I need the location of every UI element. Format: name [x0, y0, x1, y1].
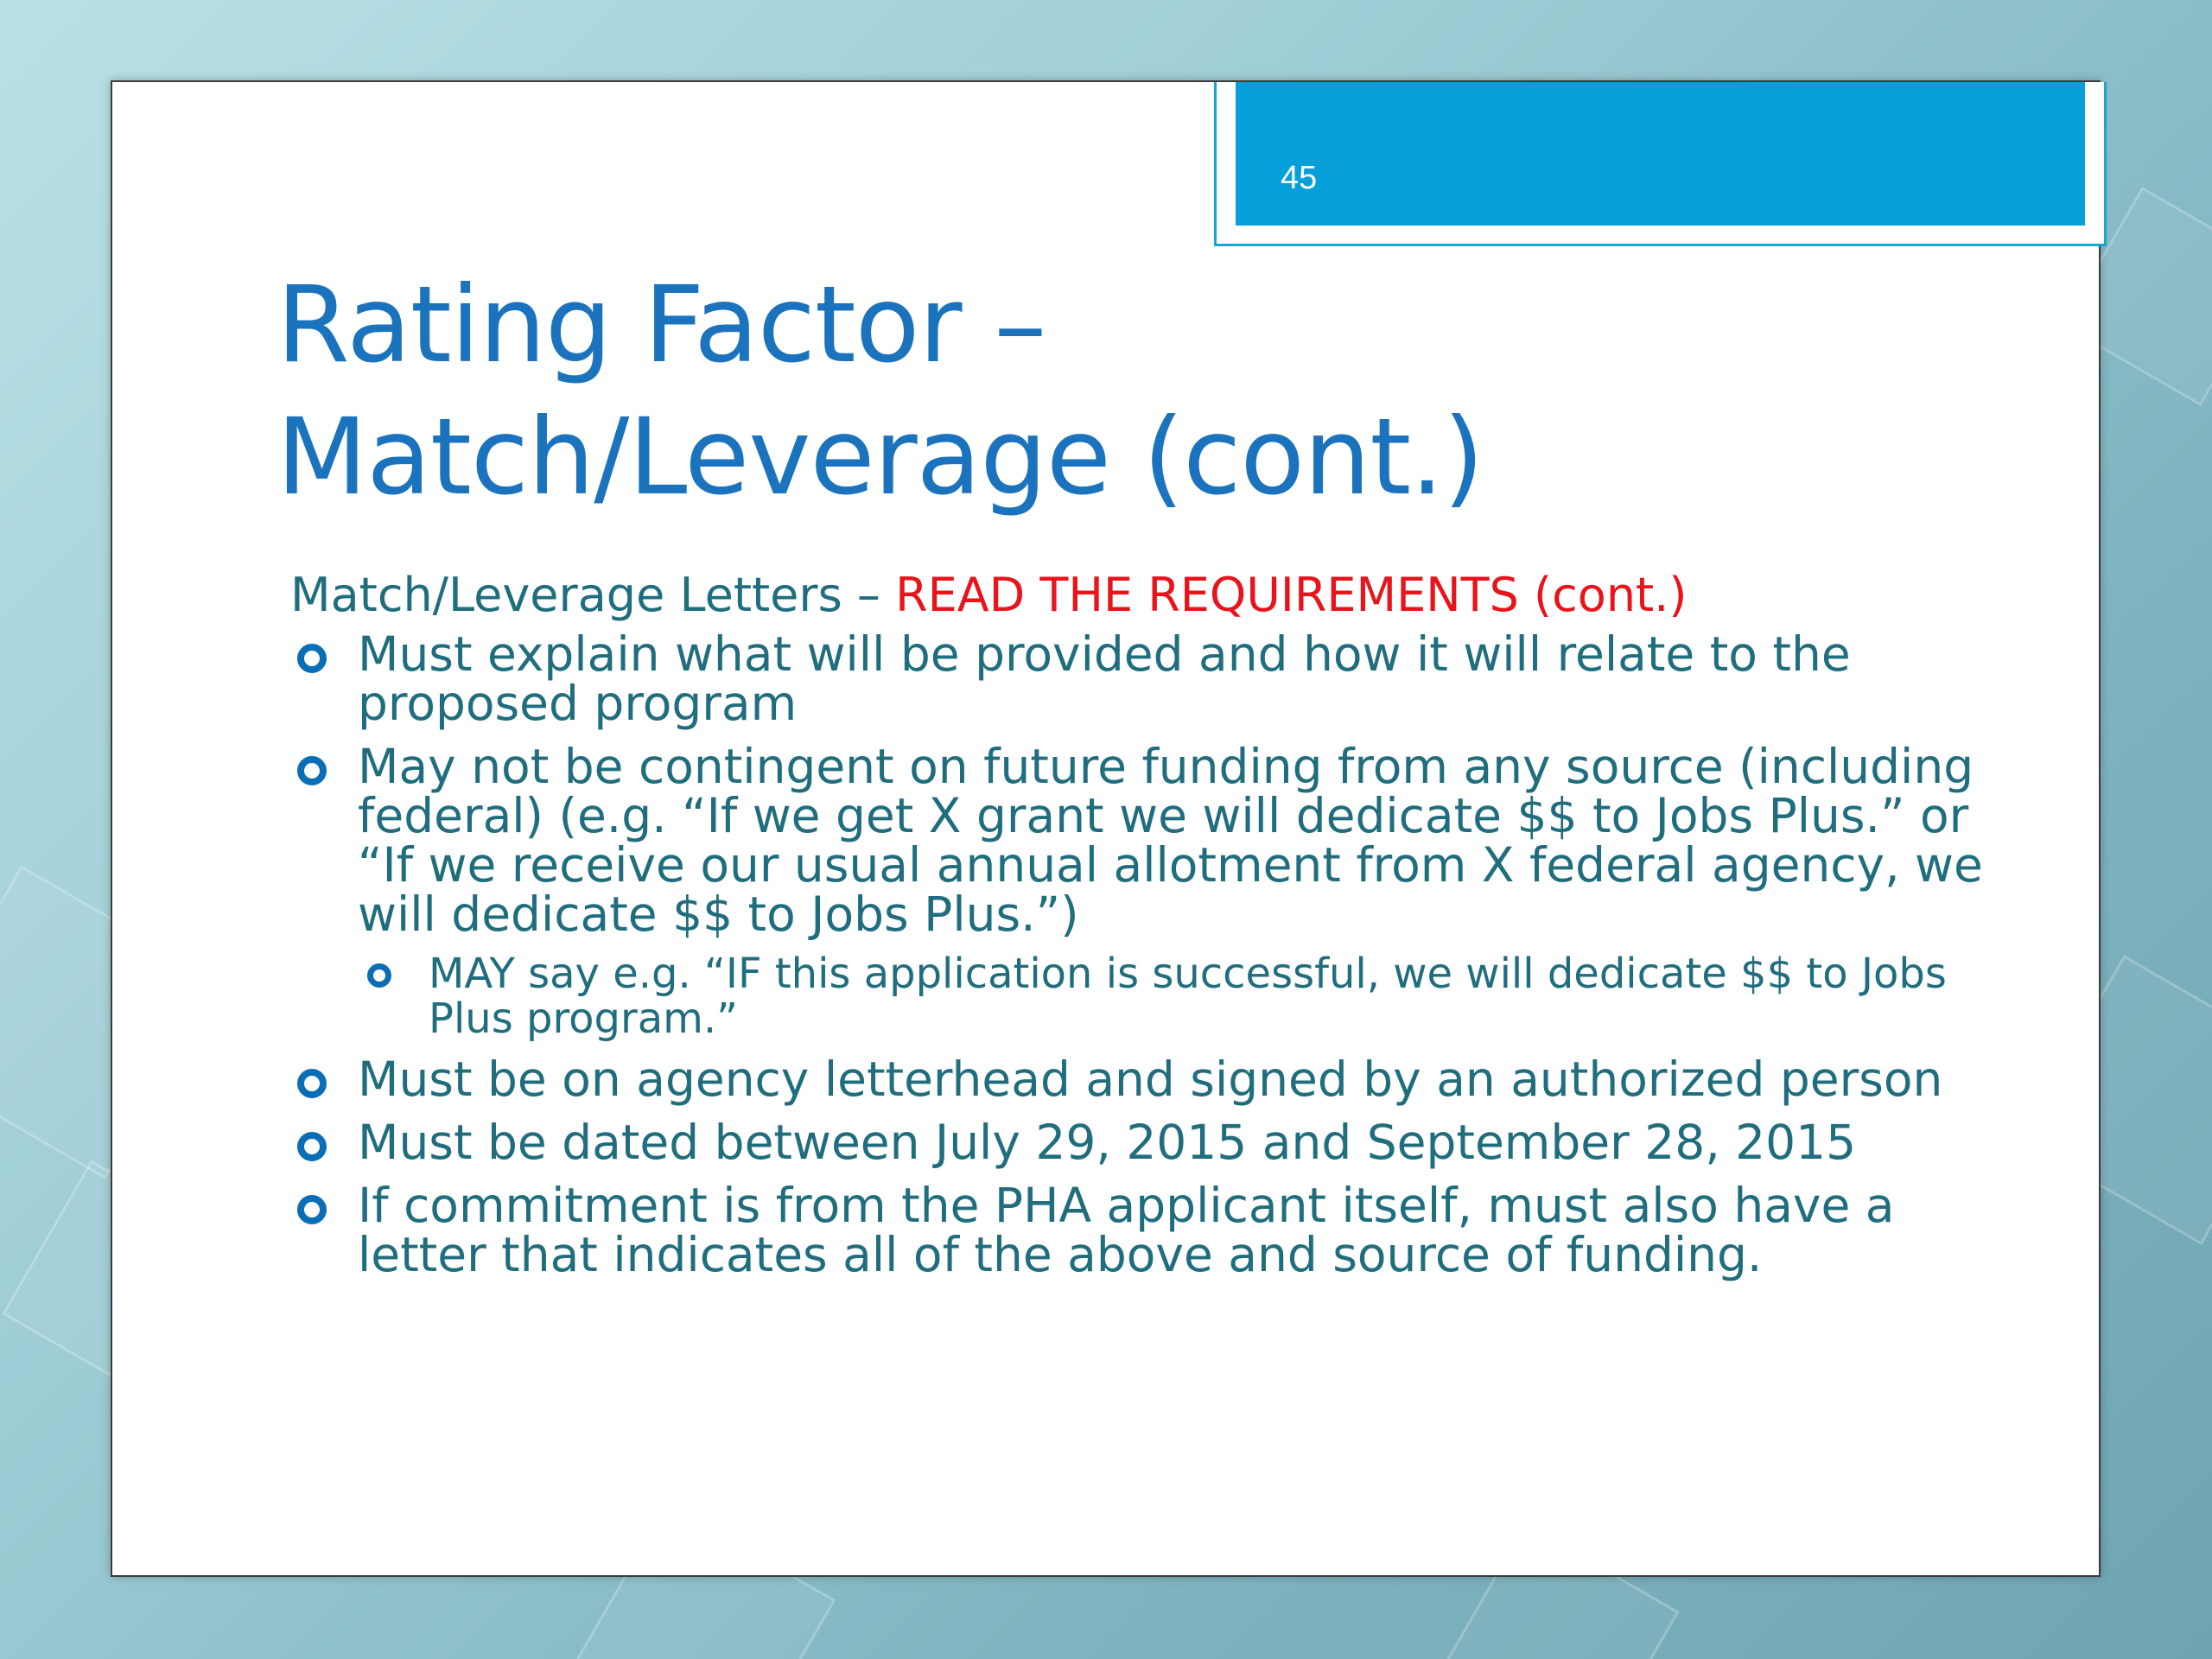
sub-bullet-text: MAY say e.g. “IF this application is successful, we will dedicate $$ to Jobs Plus program.”	[429, 950, 1947, 1043]
sub-bullet-item	[358, 951, 2036, 1041]
bullet-item	[290, 1178, 2036, 1282]
sub-bullet-list	[358, 951, 2036, 1041]
bullet-text: Must explain what will be provided and how it will relate to the proposed program	[358, 626, 1851, 731]
slide-title-line-2: Match/Leverage (cont.)	[276, 396, 1484, 518]
slide-number-tab-fill	[1236, 82, 2085, 226]
bullet-text: If commitment is from the PHA applicant itself, must also have a letter that indicates all of the above and source of funding.	[358, 1178, 1895, 1282]
bullet-list	[290, 626, 2036, 1282]
bullet-text: May not be contingent on future funding from any source (including federal) (e.g. “If we get X grant we will dedicate $$ to Jobs Plus.” or “If we receive our usual annual allotment from X federal agency, we will dedicate $$ to Jobs Plus.”)	[358, 739, 1983, 942]
lead-paragraph	[290, 566, 2036, 625]
slide-title	[276, 259, 1484, 524]
slide-number-tab	[1214, 82, 2107, 246]
bullet-text: Must be dated between July 29, 2015 and September 28, 2015	[358, 1115, 1857, 1170]
bullet-item	[290, 1052, 2036, 1107]
lead-highlight: READ THE REQUIREMENTS (cont.)	[895, 568, 1688, 622]
slide-content	[290, 566, 2036, 1294]
slide-number: 45	[1281, 160, 1318, 196]
slide	[111, 80, 2101, 1577]
bullet-item	[290, 1115, 2036, 1170]
slide-title-line-1: Rating Factor –	[276, 264, 1046, 386]
bullet-item	[290, 626, 2036, 731]
bullet-item	[290, 739, 2036, 1043]
lead-text: Match/Leverage Letters –	[290, 568, 896, 622]
bullet-text: Must be on agency letterhead and signed by an authorized person	[358, 1052, 1943, 1107]
